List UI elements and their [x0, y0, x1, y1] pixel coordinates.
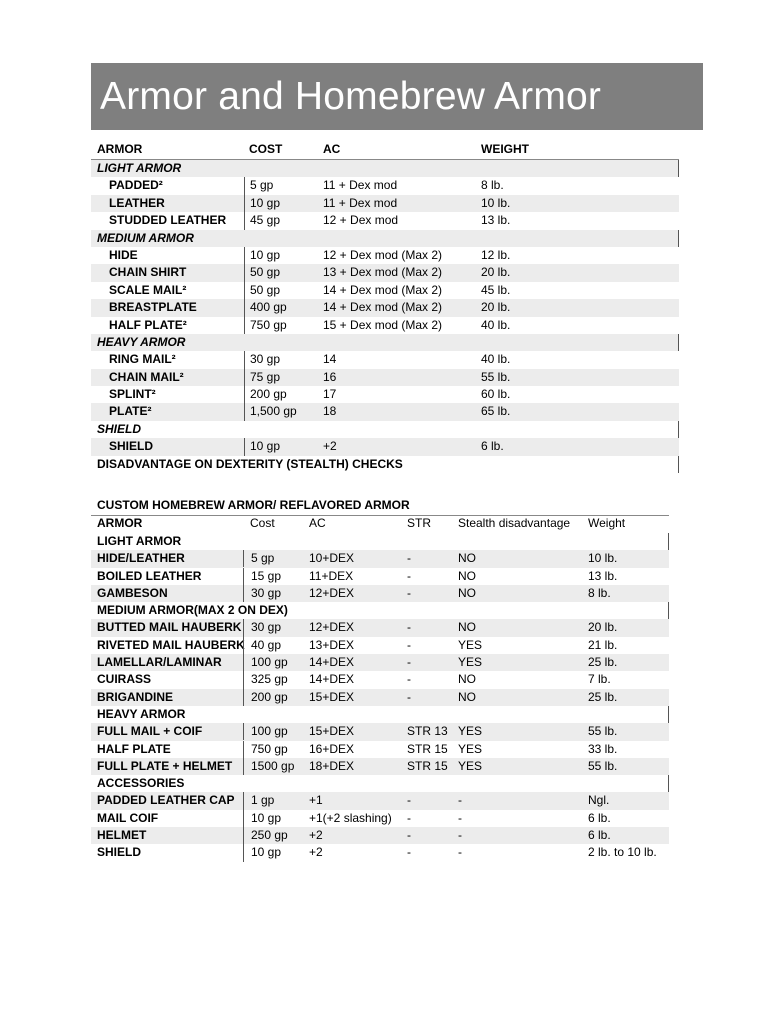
header-ac: AC [309, 516, 326, 530]
section-row [91, 533, 669, 550]
armor-weight: 8 lb. [481, 178, 504, 193]
table-row [91, 351, 679, 368]
table-row [91, 792, 669, 809]
armor-name: HIDE/LEATHER [97, 551, 185, 566]
section-label: HEAVY ARMOR [97, 706, 186, 721]
armor-str: - [407, 655, 411, 670]
armor-ac: +2 [309, 845, 323, 860]
armor-ac: 15+DEX [309, 689, 355, 704]
armor-weight: 25 lb. [588, 655, 618, 670]
armor-name: FULL MAIL + COIF [97, 724, 203, 739]
armor-stealth: YES [458, 758, 483, 773]
armor-weight: 65 lb. [481, 404, 511, 419]
armor-weight: 8 lb. [588, 585, 611, 600]
header-cost: Cost [250, 516, 275, 530]
armor-cost: 50 gp [244, 282, 280, 299]
header-armor: ARMOR [97, 516, 143, 530]
armor-ac: 11 + Dex mod [323, 178, 398, 193]
armor-weight: 6 lb. [588, 810, 611, 825]
armor-weight: 7 lb. [588, 672, 611, 687]
table-row [91, 637, 669, 654]
armor-weight: 12 lb. [481, 247, 511, 262]
homebrew-table [91, 515, 669, 862]
table-row [91, 723, 669, 740]
armor-stealth: - [458, 845, 462, 860]
armor-ac: 15 + Dex mod (Max 2) [323, 317, 443, 332]
armor-weight: 10 lb. [588, 551, 618, 566]
armor-name: LAMELLAR/LAMINAR [97, 655, 222, 670]
armor-weight: 25 lb. [588, 689, 618, 704]
armor-cost: 10 gp [244, 247, 280, 264]
page-title: Armor and Homebrew Armor [100, 75, 602, 118]
armor-str: - [407, 793, 411, 808]
section-label: MEDIUM ARMOR(MAX 2 ON DEX) [97, 603, 288, 618]
armor-weight: 21 lb. [588, 637, 618, 652]
table-row [91, 568, 669, 585]
armor-name: MAIL COIF [97, 810, 159, 825]
header-armor: ARMOR [97, 142, 143, 156]
armor-cost: 200 gp [244, 386, 287, 403]
armor-name: PLATE² [109, 404, 152, 419]
row-divider [678, 160, 679, 177]
armor-cost: 100 gp [243, 654, 288, 671]
table-row [91, 195, 679, 212]
armor-cost: 400 gp [244, 299, 287, 316]
armor-name: CHAIN MAIL² [109, 369, 184, 384]
header-cost: COST [249, 142, 283, 156]
armor-ac: 16 [323, 369, 337, 384]
armor-weight: 40 lb. [481, 352, 511, 367]
armor-ac: 12 + Dex mod [323, 213, 399, 228]
armor-ac: 11 + Dex mod [323, 195, 398, 210]
armor-cost: 30 gp [244, 351, 280, 368]
armor-name: STUDDED LEATHER [109, 213, 227, 228]
armor-str: - [407, 689, 411, 704]
header-ac: AC [323, 142, 341, 156]
armor-ac: 14 + Dex mod (Max 2) [323, 300, 443, 315]
row-divider [668, 775, 669, 792]
section-label: SHIELD [97, 421, 142, 436]
homebrew-table-title: CUSTOM HOMEBREW ARMOR/ REFLAVORED ARMOR [97, 498, 410, 512]
armor-str: - [407, 810, 411, 825]
table-row [91, 386, 679, 403]
armor-ac: +2 [323, 439, 337, 454]
armor-name: BREASTPLATE [109, 300, 197, 315]
section-row [91, 775, 669, 792]
armor-name: SHIELD [97, 845, 142, 860]
section-row [91, 706, 669, 723]
armor-stealth: YES [458, 655, 483, 670]
armor-stealth: NO [458, 585, 476, 600]
armor-str: - [407, 568, 411, 583]
homebrew-table-header [91, 515, 669, 533]
table-row [91, 689, 669, 706]
table-row [91, 671, 669, 688]
armor-cost: 5 gp [244, 177, 273, 194]
armor-ac: 14+DEX [309, 672, 355, 687]
armor-weight: 33 lb. [588, 741, 618, 756]
armor-str: - [407, 585, 411, 600]
header-weight: Weight [588, 516, 626, 530]
armor-name: HALF PLATE [97, 741, 171, 756]
header-str: STR [407, 516, 431, 530]
armor-cost: 10 gp [244, 438, 280, 455]
title-banner [91, 63, 703, 130]
table-row [91, 212, 679, 229]
section-row [91, 230, 679, 247]
armor-weight: 13 lb. [481, 213, 511, 228]
armor-ac: +1 [309, 793, 323, 808]
armor-cost: 100 gp [243, 723, 288, 740]
armor-weight: 55 lb. [588, 758, 618, 773]
armor-weight: 55 lb. [481, 369, 511, 384]
armor-stealth: - [458, 793, 462, 808]
table-row [91, 247, 679, 264]
armor-cost: 10 gp [243, 844, 281, 861]
table-row [91, 177, 679, 194]
armor-cost: 45 gp [244, 212, 280, 229]
armor-str: - [407, 620, 411, 635]
armor-str: - [407, 845, 411, 860]
table-row [91, 585, 669, 602]
armor-cost: 750 gp [243, 741, 288, 758]
armor-ac: +2 [309, 828, 323, 843]
table-row [91, 619, 669, 636]
armor-weight: 10 lb. [481, 195, 511, 210]
armor-str: STR 15 [407, 741, 448, 756]
armor-table-body [91, 160, 679, 473]
armor-weight: 40 lb. [481, 317, 511, 332]
armor-name: BRIGANDINE [97, 689, 174, 704]
armor-weight: 2 lb. to 10 lb. [588, 845, 657, 860]
table-row [91, 264, 679, 281]
armor-weight: 6 lb. [588, 828, 611, 843]
armor-stealth: NO [458, 689, 476, 704]
footnote-text: DISADVANTAGE ON DEXTERITY (STEALTH) CHECKS [97, 456, 403, 471]
armor-name: BUTTED MAIL HAUBERK [97, 620, 242, 635]
footnote-row [91, 456, 679, 473]
table-row [91, 369, 679, 386]
row-divider [678, 456, 679, 473]
armor-name: PADDED LEATHER CAP [97, 793, 235, 808]
armor-name: LEATHER [109, 195, 165, 210]
armor-str: STR 15 [407, 758, 448, 773]
armor-weight: Ngl. [588, 793, 610, 808]
section-row [91, 421, 679, 438]
armor-name: RING MAIL² [109, 352, 176, 367]
armor-weight: 60 lb. [481, 387, 511, 402]
table-row [91, 550, 669, 567]
armor-cost: 750 gp [244, 317, 287, 334]
armor-str: - [407, 551, 411, 566]
armor-cost: 15 gp [243, 568, 281, 585]
armor-name: SCALE MAIL² [109, 282, 187, 297]
armor-cost: 1500 gp [243, 758, 294, 775]
armor-weight: 13 lb. [588, 568, 618, 583]
header-weight: WEIGHT [481, 142, 529, 156]
armor-table [91, 142, 679, 473]
armor-name: GAMBESON [97, 585, 168, 600]
armor-weight: 45 lb. [481, 282, 511, 297]
armor-cost: 1 gp [243, 792, 274, 809]
armor-stealth: - [458, 828, 462, 843]
section-row [91, 160, 679, 177]
armor-ac: 14 + Dex mod (Max 2) [323, 282, 443, 297]
armor-ac: 10+DEX [309, 551, 355, 566]
section-label: LIGHT ARMOR [97, 534, 182, 548]
table-row [91, 741, 669, 758]
armor-name: SPLINT² [109, 387, 156, 402]
armor-ac: 17 [323, 387, 337, 402]
armor-name: HALF PLATE² [109, 317, 187, 332]
armor-str: - [407, 637, 411, 652]
table-row [91, 844, 669, 861]
armor-stealth: NO [458, 672, 476, 687]
armor-name: PADDED² [109, 178, 163, 193]
armor-stealth: YES [458, 724, 483, 739]
table-row [91, 810, 669, 827]
armor-name: CHAIN SHIRT [109, 265, 187, 280]
section-row [91, 334, 679, 351]
armor-weight: 6 lb. [481, 439, 504, 454]
armor-weight: 20 lb. [481, 300, 511, 315]
row-divider [668, 706, 669, 723]
armor-ac: 14+DEX [309, 655, 355, 670]
armor-str: - [407, 828, 411, 843]
armor-name: CUIRASS [97, 672, 152, 687]
armor-cost: 50 gp [244, 264, 280, 281]
armor-weight: 20 lb. [481, 265, 511, 280]
armor-ac: 13+DEX [309, 637, 355, 652]
section-label: LIGHT ARMOR [97, 161, 182, 175]
table-row [91, 299, 679, 316]
armor-cost: 10 gp [243, 810, 281, 827]
armor-cost: 5 gp [243, 550, 274, 567]
armor-ac: +1(+2 slashing) [309, 810, 392, 825]
armor-stealth: NO [458, 620, 476, 635]
armor-ac: 12+DEX [309, 620, 355, 635]
table-row [91, 403, 679, 420]
armor-cost: 1,500 gp [244, 403, 297, 420]
armor-cost: 30 gp [243, 619, 281, 636]
armor-name: FULL PLATE + HELMET [97, 758, 233, 773]
armor-weight: 20 lb. [588, 620, 618, 635]
armor-ac: 12 + Dex mod (Max 2) [323, 247, 443, 262]
armor-cost: 200 gp [243, 689, 288, 706]
armor-table-header [91, 142, 679, 160]
armor-ac: 18+DEX [309, 758, 355, 773]
armor-name: BOILED LEATHER [97, 568, 202, 583]
armor-cost: 325 gp [243, 671, 288, 688]
header-stealth: Stealth disadvantage [458, 516, 571, 530]
armor-stealth: NO [458, 551, 476, 566]
armor-stealth: YES [458, 637, 483, 652]
armor-name: HIDE [109, 247, 138, 262]
armor-ac: 14 [323, 352, 337, 367]
armor-str: STR 13 [407, 724, 448, 739]
armor-weight: 55 lb. [588, 724, 618, 739]
armor-ac: 12+DEX [309, 585, 355, 600]
armor-str: - [407, 672, 411, 687]
armor-ac: 18 [323, 404, 337, 419]
armor-ac: 13 + Dex mod (Max 2) [323, 265, 443, 280]
armor-ac: 16+DEX [309, 741, 355, 756]
table-row [91, 654, 669, 671]
armor-ac: 11+DEX [309, 568, 354, 583]
section-label: ACCESSORIES [97, 776, 185, 791]
armor-name: SHIELD [109, 439, 154, 454]
armor-cost: 250 gp [243, 827, 288, 844]
row-divider [678, 334, 679, 351]
row-divider [678, 230, 679, 247]
armor-name: HELMET [97, 828, 147, 843]
armor-name: RIVETED MAIL HAUBERK [97, 637, 245, 652]
armor-cost: 30 gp [243, 585, 281, 602]
table-row [91, 827, 669, 844]
section-label: MEDIUM ARMOR [97, 230, 194, 245]
row-divider [668, 602, 669, 619]
armor-cost: 75 gp [244, 369, 280, 386]
armor-cost: 10 gp [244, 195, 280, 212]
table-row [91, 317, 679, 334]
row-divider [668, 533, 669, 550]
armor-cost: 40 gp [243, 637, 281, 654]
homebrew-table-body [91, 533, 669, 862]
armor-stealth: - [458, 810, 462, 825]
table-row [91, 282, 679, 299]
armor-stealth: NO [458, 568, 476, 583]
section-label: HEAVY ARMOR [97, 334, 186, 349]
armor-ac: 15+DEX [309, 724, 355, 739]
row-divider [678, 421, 679, 438]
table-row [91, 758, 669, 775]
section-row [91, 602, 669, 619]
table-row [91, 438, 679, 455]
armor-stealth: YES [458, 741, 483, 756]
